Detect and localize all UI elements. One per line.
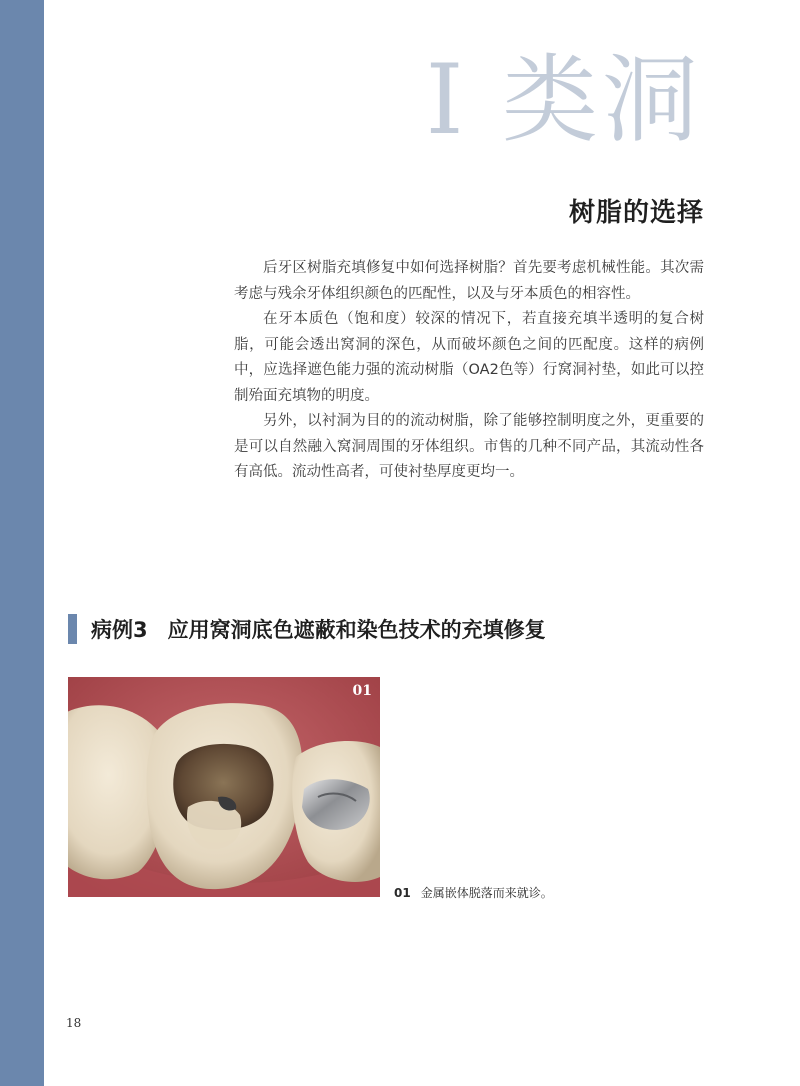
case-heading <box>68 614 546 644</box>
paragraph: 在牙本质色（饱和度）较深的情况下，若直接充填半透明的复合树脂，可能会透出窝洞的深色，从而破坏颜色之间的匹配度。这样的病例中，应选择遮色能力强的流动树脂（OA2色等）行窝洞衬垫，如此可以控制殆面充填物的明度。 <box>234 311 704 404</box>
section-title: 树脂的选择 <box>568 198 704 228</box>
page-number: 18 <box>66 1016 82 1030</box>
figure-number: 01 <box>352 683 372 699</box>
caption-text: 金属嵌体脱落而来就诊。 <box>420 886 553 900</box>
side-color-bar <box>0 0 44 1086</box>
paragraph: 后牙区树脂充填修复中如何选择树脂？首先要考虑机械性能。其次需考虑与残余牙体组织颜色的匹配性，以及与牙本质色的相容性。 <box>234 260 704 302</box>
body-text <box>234 256 704 486</box>
clinical-photo <box>68 677 380 897</box>
case-number: 病例3 <box>91 618 148 642</box>
teeth-illustration <box>68 677 380 897</box>
case-heading-marker <box>68 614 77 644</box>
case-title: 应用窝洞底色遮蔽和染色技术的充填修复 <box>167 618 546 642</box>
paragraph: 另外，以衬洞为目的的流动树脂，除了能够控制明度之外，更重要的是可以自然融入窝洞周围的牙体组织。市售的几种不同产品，其流动性各有高低。流动性高者，可使衬垫厚度更均一。 <box>234 413 704 480</box>
caption-number: 01 <box>394 886 411 900</box>
chapter-title: I 类洞 <box>425 44 702 156</box>
figure-caption <box>394 884 553 901</box>
